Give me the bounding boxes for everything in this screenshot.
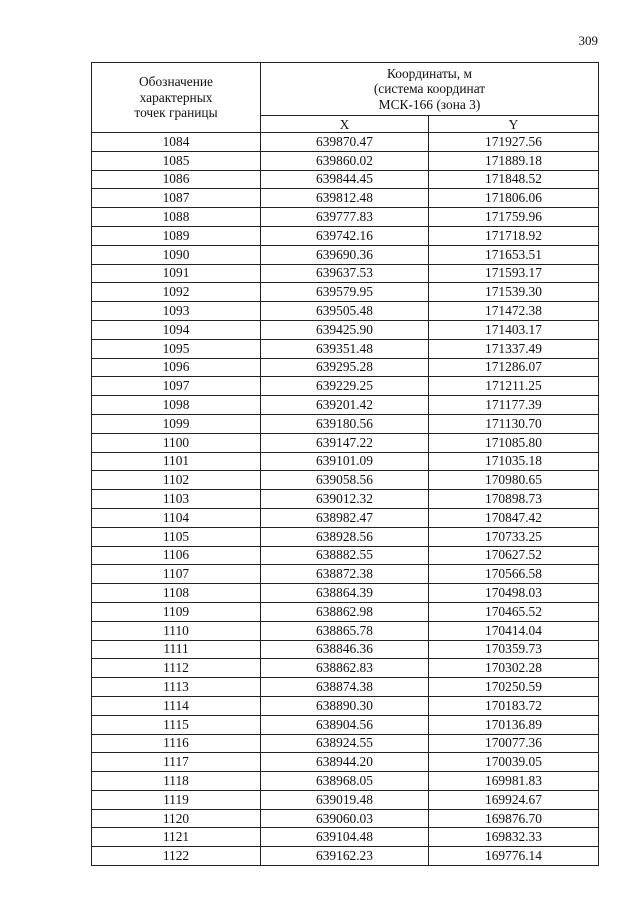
table-body [92, 133, 599, 866]
y-coordinate-cell: 170980.65 [429, 471, 599, 490]
x-coordinate-cell: 638928.56 [261, 527, 429, 546]
table-row [92, 621, 599, 640]
x-coordinate-cell: 639229.25 [261, 377, 429, 396]
x-coordinate-cell: 639351.48 [261, 339, 429, 358]
y-coordinate-cell: 171848.52 [429, 170, 599, 189]
points-header-line: Обозначение [139, 74, 213, 90]
x-coordinate-cell: 639147.22 [261, 433, 429, 452]
x-coordinate-cell: 639162.23 [261, 847, 429, 866]
x-coordinate-cell: 638890.30 [261, 696, 429, 715]
y-coordinate-cell: 171403.17 [429, 320, 599, 339]
coordinates-header-line: Координаты, м [387, 65, 472, 81]
points-header [92, 63, 261, 133]
y-coordinate-cell: 171337.49 [429, 339, 599, 358]
table-row [92, 790, 599, 809]
point-id-cell: 1101 [92, 452, 261, 471]
point-id-cell: 1093 [92, 302, 261, 321]
point-id-cell: 1116 [92, 734, 261, 753]
y-coordinate-cell: 170136.89 [429, 715, 599, 734]
x-coordinate-cell: 639104.48 [261, 828, 429, 847]
table-row [92, 602, 599, 621]
x-coordinate-cell: 638874.38 [261, 678, 429, 697]
coordinates-table [91, 62, 599, 866]
point-id-cell: 1106 [92, 546, 261, 565]
x-coordinate-cell: 638882.55 [261, 546, 429, 565]
y-coordinate-cell: 171653.51 [429, 245, 599, 264]
points-header-line: характерных [139, 89, 213, 105]
coordinates-header-line: (система координат [373, 81, 486, 97]
x-coordinate-cell: 639058.56 [261, 471, 429, 490]
point-id-cell: 1118 [92, 772, 261, 791]
point-id-cell: 1105 [92, 527, 261, 546]
y-coordinate-cell: 170414.04 [429, 621, 599, 640]
point-id-cell: 1111 [92, 640, 261, 659]
table-row [92, 546, 599, 565]
table-row [92, 433, 599, 452]
y-coordinate-cell: 171286.07 [429, 358, 599, 377]
point-id-cell: 1103 [92, 490, 261, 509]
y-coordinate-cell: 169924.67 [429, 790, 599, 809]
y-coordinate-cell: 170898.73 [429, 490, 599, 509]
point-id-cell: 1115 [92, 715, 261, 734]
y-coordinate-cell: 171035.18 [429, 452, 599, 471]
table-row [92, 584, 599, 603]
points-header-line: точек границы [134, 105, 218, 121]
x-coordinate-cell: 639870.47 [261, 133, 429, 152]
y-coordinate-cell: 170039.05 [429, 753, 599, 772]
x-coordinate-cell: 638924.55 [261, 734, 429, 753]
point-id-cell: 1095 [92, 339, 261, 358]
point-id-cell: 1085 [92, 151, 261, 170]
table-row [92, 133, 599, 152]
table-row [92, 828, 599, 847]
table-row [92, 264, 599, 283]
point-id-cell: 1084 [92, 133, 261, 152]
coordinates-header-line: МСК-166 (зона 3) [378, 96, 481, 112]
y-coordinate-cell: 170359.73 [429, 640, 599, 659]
point-id-cell: 1087 [92, 189, 261, 208]
point-id-cell: 1096 [92, 358, 261, 377]
table-row [92, 715, 599, 734]
y-coordinate-cell: 169876.70 [429, 809, 599, 828]
point-id-cell: 1114 [92, 696, 261, 715]
x-coordinate-cell: 639812.48 [261, 189, 429, 208]
table-row [92, 339, 599, 358]
point-id-cell: 1110 [92, 621, 261, 640]
point-id-cell: 1098 [92, 396, 261, 415]
y-coordinate-cell: 171889.18 [429, 151, 599, 170]
table-row [92, 847, 599, 866]
point-id-cell: 1117 [92, 753, 261, 772]
x-coordinate-cell: 639019.48 [261, 790, 429, 809]
y-coordinate-cell: 170465.52 [429, 602, 599, 621]
x-coordinate-cell: 638968.05 [261, 772, 429, 791]
x-coordinate-cell: 639690.36 [261, 245, 429, 264]
point-id-cell: 1109 [92, 602, 261, 621]
table-row [92, 696, 599, 715]
x-coordinate-cell: 639180.56 [261, 414, 429, 433]
y-coordinate-cell: 170302.28 [429, 659, 599, 678]
table-row [92, 809, 599, 828]
y-coordinate-cell: 169776.14 [429, 847, 599, 866]
x-coordinate-cell: 639505.48 [261, 302, 429, 321]
table-row [92, 302, 599, 321]
y-coordinate-cell: 171472.38 [429, 302, 599, 321]
table-row [92, 170, 599, 189]
y-coordinate-cell: 170627.52 [429, 546, 599, 565]
x-coordinate-cell: 639295.28 [261, 358, 429, 377]
x-coordinate-cell: 638872.38 [261, 565, 429, 584]
y-coordinate-cell: 169832.33 [429, 828, 599, 847]
table-row [92, 414, 599, 433]
point-id-cell: 1099 [92, 414, 261, 433]
table-row [92, 452, 599, 471]
y-coordinate-cell: 170733.25 [429, 527, 599, 546]
point-id-cell: 1086 [92, 170, 261, 189]
y-coordinate-cell: 171211.25 [429, 377, 599, 396]
table-row [92, 226, 599, 245]
x-coordinate-cell: 638982.47 [261, 508, 429, 527]
x-header: X [261, 116, 429, 133]
table-row [92, 320, 599, 339]
point-id-cell: 1120 [92, 809, 261, 828]
point-id-cell: 1102 [92, 471, 261, 490]
x-coordinate-cell: 639637.53 [261, 264, 429, 283]
table-header [92, 63, 599, 133]
table-row [92, 734, 599, 753]
point-id-cell: 1119 [92, 790, 261, 809]
point-id-cell: 1100 [92, 433, 261, 452]
y-coordinate-cell: 171177.39 [429, 396, 599, 415]
x-coordinate-cell: 638904.56 [261, 715, 429, 734]
y-coordinate-cell: 171539.30 [429, 283, 599, 302]
x-coordinate-cell: 638944.20 [261, 753, 429, 772]
point-id-cell: 1094 [92, 320, 261, 339]
x-coordinate-cell: 639012.32 [261, 490, 429, 509]
y-coordinate-cell: 170250.59 [429, 678, 599, 697]
table-row [92, 659, 599, 678]
y-coordinate-cell: 170498.03 [429, 584, 599, 603]
x-coordinate-cell: 639777.83 [261, 208, 429, 227]
y-coordinate-cell: 171085.80 [429, 433, 599, 452]
y-coordinate-cell: 171806.06 [429, 189, 599, 208]
table-row [92, 151, 599, 170]
table-row [92, 189, 599, 208]
x-coordinate-cell: 639860.02 [261, 151, 429, 170]
table-row [92, 490, 599, 509]
table-row [92, 396, 599, 415]
y-coordinate-cell: 169981.83 [429, 772, 599, 791]
x-coordinate-cell: 638864.39 [261, 584, 429, 603]
point-id-cell: 1097 [92, 377, 261, 396]
table-row [92, 678, 599, 697]
y-coordinate-cell: 171927.56 [429, 133, 599, 152]
table-row [92, 772, 599, 791]
point-id-cell: 1112 [92, 659, 261, 678]
x-coordinate-cell: 639742.16 [261, 226, 429, 245]
point-id-cell: 1091 [92, 264, 261, 283]
page-number: 309 [578, 33, 598, 48]
point-id-cell: 1113 [92, 678, 261, 697]
point-id-cell: 1092 [92, 283, 261, 302]
y-coordinate-cell: 171593.17 [429, 264, 599, 283]
table-row [92, 565, 599, 584]
point-id-cell: 1121 [92, 828, 261, 847]
point-id-cell: 1122 [92, 847, 261, 866]
x-coordinate-cell: 639201.42 [261, 396, 429, 415]
x-coordinate-cell: 638846.36 [261, 640, 429, 659]
point-id-cell: 1088 [92, 208, 261, 227]
x-coordinate-cell: 639579.95 [261, 283, 429, 302]
table-row [92, 245, 599, 264]
x-coordinate-cell: 639425.90 [261, 320, 429, 339]
table-row [92, 527, 599, 546]
y-coordinate-cell: 171759.96 [429, 208, 599, 227]
y-coordinate-cell: 170566.58 [429, 565, 599, 584]
y-coordinate-cell: 171130.70 [429, 414, 599, 433]
table-row [92, 358, 599, 377]
x-coordinate-cell: 639101.09 [261, 452, 429, 471]
x-coordinate-cell: 638862.98 [261, 602, 429, 621]
table-row [92, 508, 599, 527]
point-id-cell: 1090 [92, 245, 261, 264]
point-id-cell: 1108 [92, 584, 261, 603]
table-row [92, 208, 599, 227]
table-row [92, 283, 599, 302]
x-coordinate-cell: 639844.45 [261, 170, 429, 189]
y-coordinate-cell: 170077.36 [429, 734, 599, 753]
x-coordinate-cell: 639060.03 [261, 809, 429, 828]
point-id-cell: 1104 [92, 508, 261, 527]
coordinates-header [261, 63, 599, 116]
point-id-cell: 1107 [92, 565, 261, 584]
x-coordinate-cell: 638865.78 [261, 621, 429, 640]
table-row [92, 377, 599, 396]
y-header: Y [429, 116, 599, 133]
table-row [92, 471, 599, 490]
y-coordinate-cell: 170183.72 [429, 696, 599, 715]
x-coordinate-cell: 638862.83 [261, 659, 429, 678]
y-coordinate-cell: 171718.92 [429, 226, 599, 245]
table-row [92, 640, 599, 659]
table-row [92, 753, 599, 772]
y-coordinate-cell: 170847.42 [429, 508, 599, 527]
point-id-cell: 1089 [92, 226, 261, 245]
